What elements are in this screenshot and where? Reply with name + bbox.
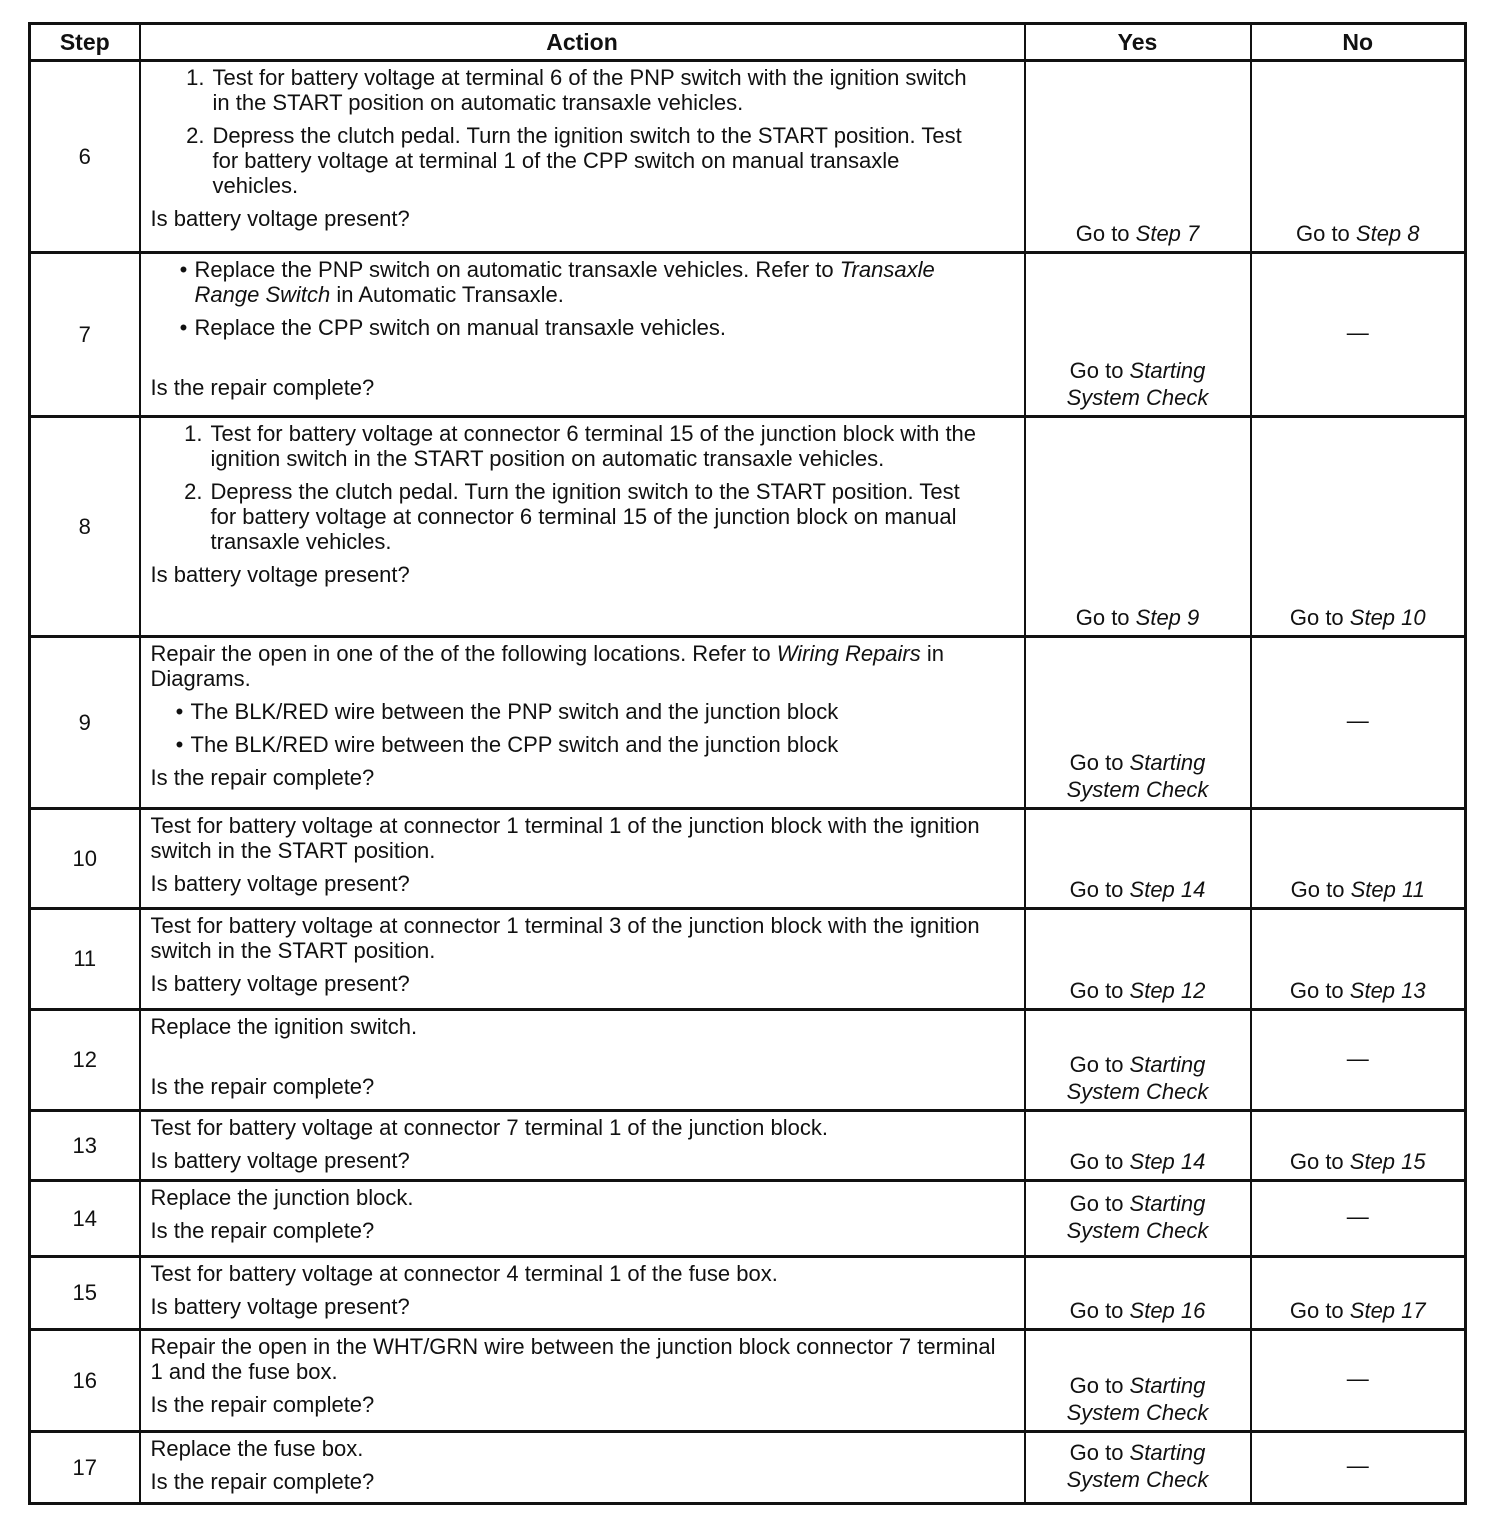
- no-cell: Go to Step 17: [1251, 1257, 1466, 1330]
- step-number: 15: [30, 1257, 140, 1330]
- diagnostic-table: [28, 22, 1467, 1505]
- action-cell: [140, 253, 1025, 417]
- yes-cell: Go to Step 9: [1025, 417, 1251, 637]
- no-cell: [1251, 637, 1466, 809]
- no-cell: Go to Step 15: [1251, 1111, 1466, 1181]
- dash: —: [1346, 1045, 1369, 1071]
- question: Is battery voltage present?: [150, 206, 410, 231]
- action-cell: [140, 637, 1025, 809]
- step-number: 8: [30, 417, 140, 637]
- table-row: [30, 809, 1466, 909]
- action-cell: Test for battery voltage at connector 1 terminal 1 of the junction block with the ignition switch in the START position. Is battery voltage present?: [140, 809, 1025, 909]
- table-row: [30, 637, 1466, 809]
- numbered-item: 1. Test for battery voltage at connector 6 terminal 15 of the junction block with the ignition switch in the START position on automatic transaxle vehicles.: [184, 421, 977, 471]
- action-cell: Test for battery voltage at connector 1 terminal 3 of the junction block with the ignition switch in the START position. Is battery voltage present?: [140, 909, 1025, 1010]
- question: Is battery voltage present?: [150, 871, 410, 896]
- question: Is the repair complete?: [150, 375, 375, 400]
- step-number: 10: [30, 809, 140, 909]
- question: Is the repair complete?: [150, 1392, 375, 1417]
- table-row: [30, 909, 1466, 1010]
- step-number: 11: [30, 909, 140, 1010]
- no-cell: Go to Step 8: [1251, 61, 1466, 253]
- question: Is battery voltage present?: [150, 971, 410, 996]
- bullet-item: • Replace the PNP switch on automatic transaxle vehicles. Refer to Transaxle Range Switch in Automatic Transaxle.: [179, 257, 935, 307]
- yes-cell: Go to Starting System Check: [1025, 1181, 1251, 1257]
- diagnostic-table-page: [28, 22, 1464, 1505]
- table-row: [30, 61, 1466, 253]
- yes-cell: Go to Starting System Check: [1025, 1010, 1251, 1111]
- no-cell: [1251, 1330, 1466, 1432]
- action-cell: Repair the open in the WHT/GRN wire between the junction block connector 7 terminal 1 and the fuse box. Is the repair complete?: [140, 1330, 1025, 1432]
- action-cell: Replace the junction block. Is the repair complete?: [140, 1181, 1025, 1257]
- table-row: [30, 1010, 1466, 1111]
- yes-cell: Go to Starting System Check: [1025, 637, 1251, 809]
- step-number: 17: [30, 1432, 140, 1504]
- table-row: [30, 1330, 1466, 1432]
- yes-cell: Go to Step 14: [1025, 809, 1251, 909]
- yes-cell: Go to Step 7: [1025, 61, 1251, 253]
- header-step: Step: [30, 24, 140, 61]
- question: Is battery voltage present?: [150, 562, 410, 587]
- yes-cell: Go to Starting System Check: [1025, 1330, 1251, 1432]
- question: Is the repair complete?: [150, 1218, 375, 1243]
- action-cell: Test for battery voltage at connector 7 terminal 1 of the junction block. Is battery voltage present?: [140, 1111, 1025, 1181]
- dash: —: [1346, 1366, 1369, 1391]
- dash: —: [1346, 1204, 1369, 1229]
- question: Is the repair complete?: [150, 765, 375, 790]
- table-row: [30, 1111, 1466, 1181]
- no-cell: Go to Step 13: [1251, 909, 1466, 1010]
- no-cell: [1251, 1181, 1466, 1257]
- step-number: 7: [30, 253, 140, 417]
- action-cell: Replace the ignition switch. Is the repair complete?: [140, 1010, 1025, 1111]
- step-number: 13: [30, 1111, 140, 1181]
- numbered-item: 1. Test for battery voltage at terminal 6 of the PNP switch with the ignition switch in the START position on automatic transaxle vehicles.: [186, 65, 967, 115]
- question: Is battery voltage present?: [150, 1294, 410, 1319]
- no-cell: Go to Step 11: [1251, 809, 1466, 909]
- numbered-item: 2. Depress the clutch pedal. Turn the ignition switch to the START position. Test for battery voltage at terminal 1 of the CPP switch on manual transaxle vehicles.: [186, 123, 962, 198]
- yes-cell: Go to Step 14: [1025, 1111, 1251, 1181]
- yes-cell: Go to Step 16: [1025, 1257, 1251, 1330]
- yes-cell: Go to Starting System Check: [1025, 253, 1251, 417]
- question: Is the repair complete?: [150, 1469, 375, 1494]
- header-no: No: [1251, 24, 1466, 61]
- bullet-item: • The BLK/RED wire between the PNP switch and the junction block: [175, 699, 839, 724]
- step-number: 6: [30, 61, 140, 253]
- yes-cell: Go to Step 12: [1025, 909, 1251, 1010]
- table-row: [30, 1257, 1466, 1330]
- dash: —: [1346, 320, 1369, 345]
- action-cell: [140, 61, 1025, 253]
- action-cell: [140, 417, 1025, 637]
- no-cell: [1251, 253, 1466, 417]
- no-cell: Go to Step 10: [1251, 417, 1466, 637]
- header-row: [30, 24, 1466, 61]
- header-yes: Yes: [1025, 24, 1251, 61]
- dash: —: [1346, 1453, 1369, 1478]
- action-cell: Test for battery voltage at connector 4 terminal 1 of the fuse box. Is battery voltage present?: [140, 1257, 1025, 1330]
- bullet-item: • Replace the CPP switch on manual transaxle vehicles.: [179, 315, 727, 340]
- step-number: 9: [30, 637, 140, 809]
- table-row: [30, 1181, 1466, 1257]
- bullet-item: • The BLK/RED wire between the CPP switch and the junction block: [175, 732, 839, 757]
- lead-text: Repair the open in one of the of the following locations. Refer to Wiring Repairs in Diagrams.: [150, 641, 945, 691]
- table-row: [30, 1432, 1466, 1504]
- step-number: 12: [30, 1010, 140, 1111]
- question: Is the repair complete?: [150, 1074, 375, 1099]
- dash: —: [1346, 708, 1369, 733]
- step-number: 14: [30, 1181, 140, 1257]
- no-cell: [1251, 1010, 1466, 1111]
- yes-cell: Go to Starting System Check: [1025, 1432, 1251, 1504]
- step-number: 16: [30, 1330, 140, 1432]
- no-cell: [1251, 1432, 1466, 1504]
- question: Is battery voltage present?: [150, 1148, 410, 1173]
- action-cell: Replace the fuse box. Is the repair complete?: [140, 1432, 1025, 1504]
- table-row: [30, 253, 1466, 417]
- header-action: Action: [140, 24, 1025, 61]
- numbered-item: 2. Depress the clutch pedal. Turn the ignition switch to the START position. Test for battery voltage at connector 6 terminal 15 of the junction block on manual transaxle vehicles.: [184, 479, 960, 554]
- table-row: [30, 417, 1466, 637]
